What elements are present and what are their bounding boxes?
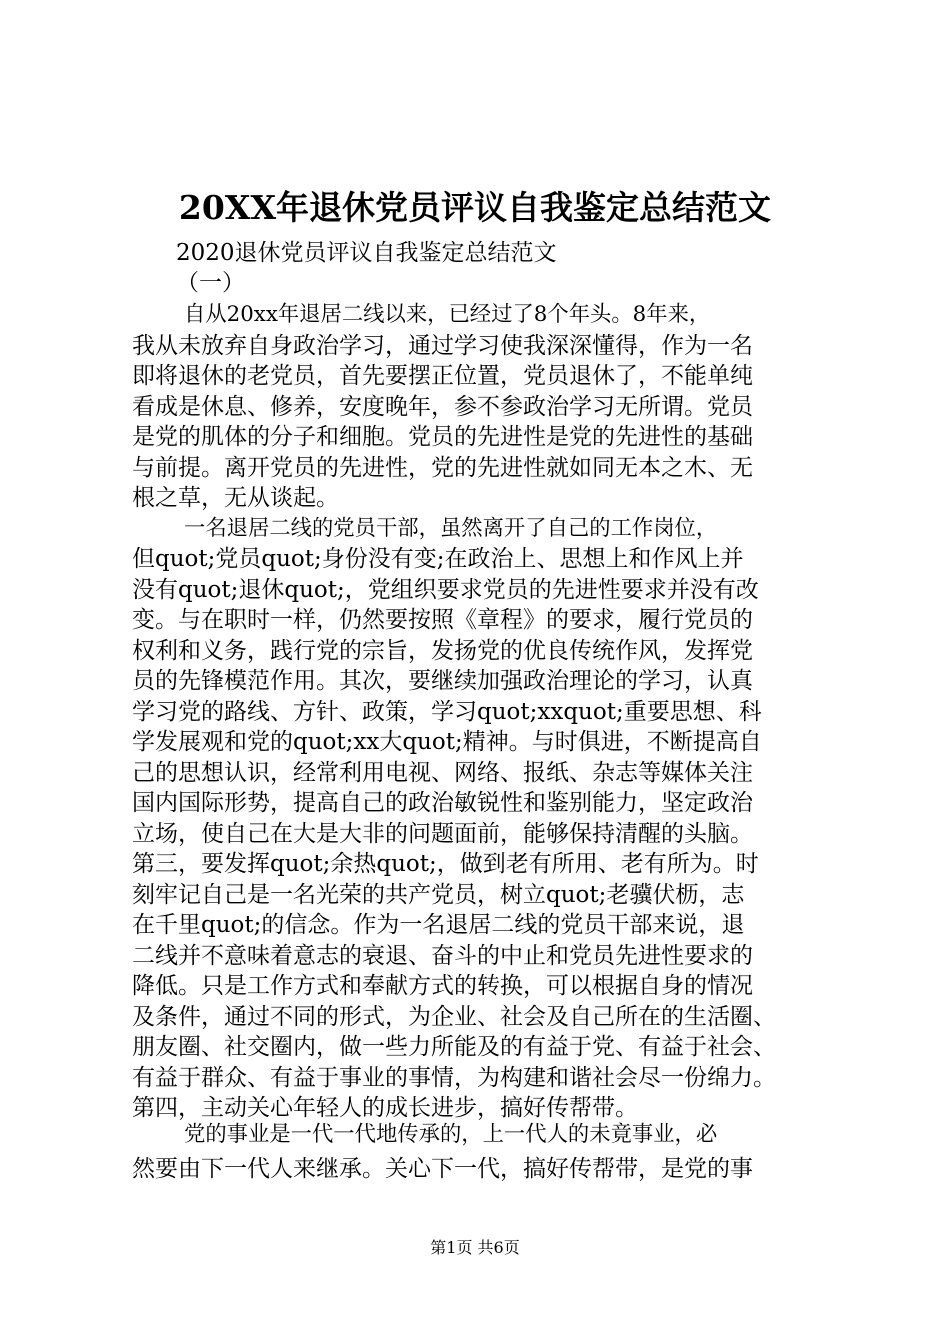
section-marker: （一） xyxy=(176,270,245,296)
body-line: 学发展观和党的quot;xx大quot;精神。与时俱进，不断提高自 xyxy=(132,729,762,755)
body-line: 即将退休的老党员，首先要摆正位置，党员退休了，不能单纯 xyxy=(132,363,753,389)
body-line: 及条件，通过不同的形式，为企业、社会及自己所在的生活圈、 xyxy=(132,1004,776,1030)
body-line: 降低。只是工作方式和奉献方式的转换，可以根据自身的情况 xyxy=(132,973,753,999)
body-line: 立场，使自己在大是大非的问题面前，能够保持清醒的头脑。 xyxy=(132,821,753,847)
body-line: 一名退居二线的党员干部，虽然离开了自己的工作岗位， xyxy=(184,516,718,541)
body-line: 第四，主动关心年轻人的成长进步，搞好传帮带。 xyxy=(132,1095,638,1121)
page-number-footer: 第1页 共6页 xyxy=(430,1238,520,1257)
document-subtitle: 2020退休党员评议自我鉴定总结范文 xyxy=(176,240,557,266)
body-line: 国内国际形势，提高自己的政治敏锐性和鉴别能力，坚定政治 xyxy=(132,790,753,816)
body-line: 没有quot;退休quot;，党组织要求党员的先进性要求并没有改 xyxy=(132,577,759,603)
body-line: 党的事业是一代一代地传承的，上一代人的未竟事业，必 xyxy=(184,1122,718,1147)
body-line: 有益于群众、有益于事业的事情，为构建和谐社会尽一份绵力。 xyxy=(132,1065,776,1091)
body-line: 在千里quot;的信念。作为一名退居二线的党员干部来说，退 xyxy=(132,912,745,938)
body-line: 根之草，无从谈起。 xyxy=(132,485,339,511)
body-line: 刻牢记自己是一名光荣的共产党员，树立quot;老骥伏枥，志 xyxy=(132,882,745,908)
body-line: 变。与在职时一样，仍然要按照《章程》的要求，履行党员的 xyxy=(132,607,753,633)
body-line: 权利和义务，践行党的宗旨，发扬党的优良传统作风，发挥党 xyxy=(132,638,753,664)
body-line: 朋友圈、社交圈内，做一些力所能及的有益于党、有益于社会、 xyxy=(132,1034,776,1060)
body-line: 员的先锋模范作用。其次，要继续加强政治理论的学习，认真 xyxy=(132,668,753,694)
body-line: 与前提。离开党员的先进性，党的先进性就如同无本之木、无 xyxy=(132,455,753,481)
body-line: 己的思想认识，经常利用电视、网络、报纸、杂志等媒体关注 xyxy=(132,760,753,786)
body-line: 但quot;党员quot;身份没有变;在政治上、思想上和作风上并 xyxy=(132,546,744,572)
body-line: 然要由下一代人来继承。关心下一代，搞好传帮带，是党的事 xyxy=(132,1156,753,1182)
document-title: 20XX年退休党员评议自我鉴定总结范文 xyxy=(178,188,772,227)
body-line: 是党的肌体的分子和细胞。党员的先进性是党的先进性的基础 xyxy=(132,424,753,450)
body-line: 第三，要发挥quot;余热quot;，做到老有所用、老有所为。时 xyxy=(132,851,759,877)
body-line: 二线并不意味着意志的衰退、奋斗的中止和党员先进性要求的 xyxy=(132,943,753,969)
body-line: 自从20xx年退居二线以来，已经过了8个年头。8年来， xyxy=(184,302,711,327)
body-line: 看成是休息、修养，安度晚年，参不参政治学习无所谓。党员 xyxy=(132,394,753,420)
body-line: 我从未放弃自身政治学习，通过学习使我深深懂得，作为一名 xyxy=(132,333,753,359)
body-line: 学习党的路线、方针、政策，学习quot;xxquot;重要思想、科 xyxy=(132,699,762,725)
